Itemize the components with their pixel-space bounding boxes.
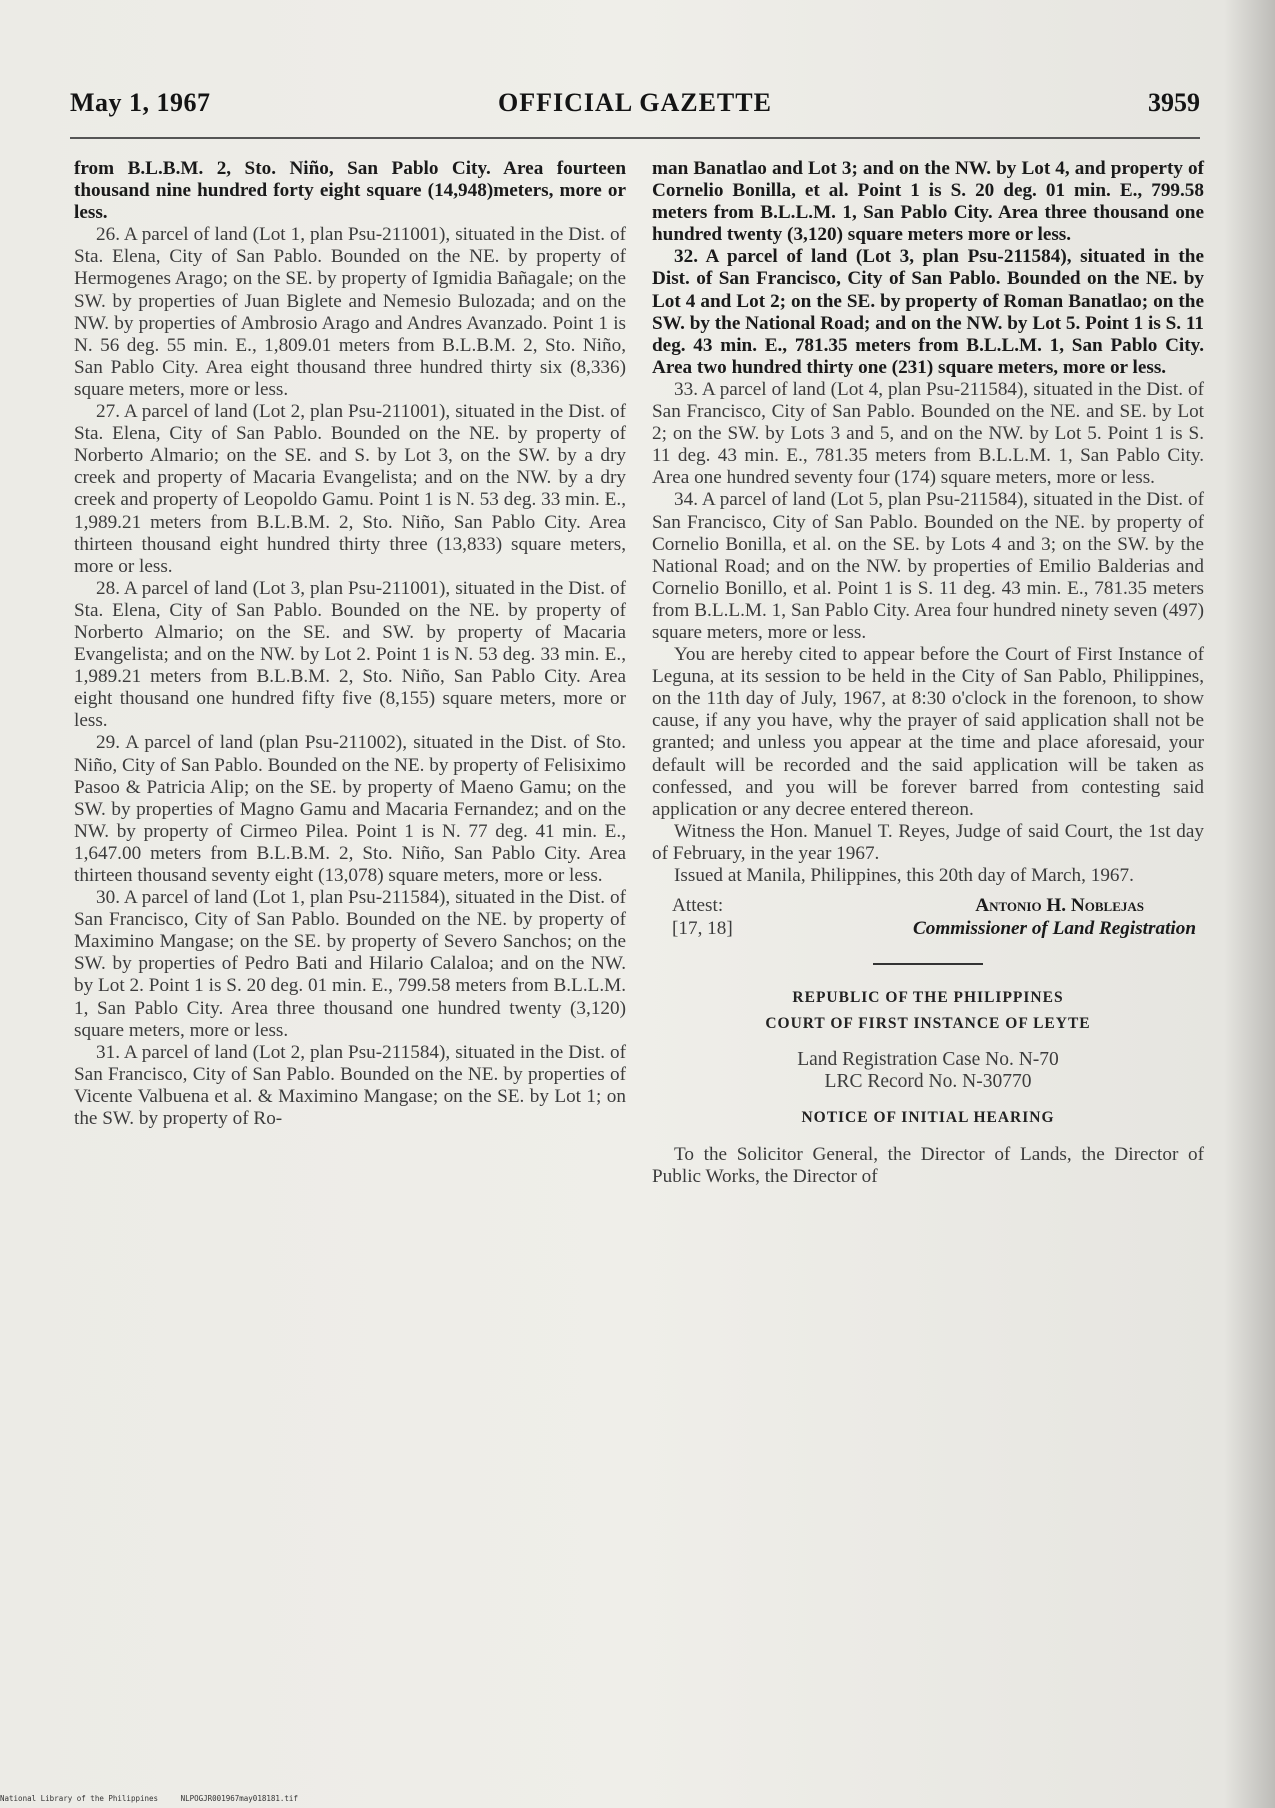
signer-title: Commissioner of Land Registration	[912, 918, 1196, 940]
issue-date: May 1, 1967	[70, 88, 211, 117]
section-divider	[873, 963, 983, 965]
right-column	[652, 158, 1204, 1188]
republic-heading: REPUBLIC OF THE PHILIPPINES	[792, 989, 1064, 1007]
paragraph-25-end: from B.L.B.M. 2, Sto. Niño, San Pablo City. Area fourteen thousand nine hundred forty eight square (14,948)meters, more or less.	[74, 158, 626, 224]
paragraph-34: 34. A parcel of land (Lot 5, plan Psu-211584), situated in the Dist. of San Francisco, City of San Pablo. Bounded on the NE. by property of Cornelio Bonilla, et al. on the SE. by Lots 4 and 3; on the SW. by the National Road; and on the NW. by properties of Emilio Balderias and Cornelio Bonillo, et al. Point 1 is S. 11 deg. 43 min. E., 781.35 meters from B.L.L.M. 1, San Pablo City. Area four hundred ninety seven (497) square meters, more or less.	[652, 489, 1204, 643]
page-header	[70, 88, 1200, 128]
paragraph-28: 28. A parcel of land (Lot 3, plan Psu-211001), situated in the Dist. of Sta. Elena, City of San Pablo. Bounded on the NE. by property of Norberto Almario; on the SE. and SW. by property of Macaria Evangelista; and on the NW. by Lot 2. Point 1 is N. 53 deg. 33 min. E., 1,989.21 meters from B.L.B.M. 2, Sto. Niño, San Pablo City. Area eight thousand one hundred fifty five (8,155) square meters, more or less.	[74, 577, 626, 732]
citation-paragraph: You are hereby cited to appear before the Court of First Instance of Leguna, at its session to be held in the City of San Pablo, Philippines, on the 11th day of July, 1967, at 8:30 o'clock in the forenoon, to show cause, if any you have, why the prayer of said application shall not be granted; and unless you appear at the time and place aforesaid, your default will be recorded and the said application will be taken as confessed, and you will be forever barred from contesting said application or any decree entered thereon.	[652, 644, 1204, 820]
header-rule	[70, 137, 1200, 139]
paragraph-31-end: man Banatlao and Lot 3; and on the NW. by Lot 4, and property of Cornelio Bonilla, et al. Point 1 is S. 20 deg. 01 min. E., 799.58 meters from B.L.L.M. 1, San Pablo City. Area three thousand one hundred twenty (3,120) square meters more or less.	[652, 158, 1204, 246]
attest-reference: [17, 18]	[672, 918, 733, 940]
addressee-paragraph: To the Solicitor General, the Director of Lands, the Director of Public Works, the Director of	[652, 1143, 1204, 1187]
signer-name: Antonio H. Noblejas	[975, 895, 1144, 917]
paragraph-27: 27. A parcel of land (Lot 2, plan Psu-211001), situated in the Dist. of Sta. Elena, City of San Pablo. Bounded on the NE. by property of Norberto Almario; on the SE. and S. by Lot 3, on the SW. by a dry creek and property of Macaria Evangelista; and on the NW. by a dry creek and property of Leopoldo Gamu. Point 1 is N. 53 deg. 33 min. E., 1,989.21 meters from B.L.B.M. 2, Sto. Niño, San Pablo City. Area thirteen thousand eight hundred thirty three (13,833) square meters, more or less.	[74, 401, 626, 577]
attest-label: Attest:	[672, 895, 724, 917]
scan-filename: NLPOGJR001967may018181.tif	[180, 1794, 298, 1803]
paragraph-33: 33. A parcel of land (Lot 4, plan Psu-211584), situated in the Dist. of San Francisco, City of San Pablo. Bounded on the NE. and SE. by Lot 2; on the SW. by Lots 3 and 5, and on the NW. by Lot 5. Point 1 is S. 11 deg. 43 min. E., 781.35 meters from B.L.L.M. 1, San Pablo City. Area one hundred seventy four (174) square meters, more or less.	[652, 378, 1204, 489]
lrc-record: LRC Record No. N-30770	[824, 1071, 1032, 1093]
issued-paragraph: Issued at Manila, Philippines, this 20th day of March, 1967.	[674, 865, 1134, 886]
paragraph-30: 30. A parcel of land (Lot 1, plan Psu-211584), situated in the Dist. of San Francisco, City of San Pablo. Bounded on the NE. by property of Maximino Mangase; on the SE. by property of Severo Sanchos; on the SW. by properties of Pedro Bati and Hilario Calaloa; and on the NW. by Lot 2. Point 1 is S. 20 deg. 01 min. E., 799.58 meters from B.L.L.M. 1, San Pablo City. Area three thousand one hundred twenty (3,120) square meters, more or less.	[74, 887, 626, 1041]
page-number: 3959	[1148, 88, 1200, 117]
paragraph-31: 31. A parcel of land (Lot 2, plan Psu-211584), situated in the Dist. of San Francisco, City of San Pablo. Bounded on the NE. by properties of Vicente Valbuena et al. & Maximino Mangase; on the SE. by Lot 1; on the SW. by property of Ro-	[74, 1041, 626, 1130]
attest-block	[652, 895, 1204, 941]
left-column	[74, 158, 626, 1130]
scan-footer	[0, 1794, 316, 1803]
notice-title: NOTICE OF INITIAL HEARING	[801, 1109, 1055, 1127]
paragraph-29: 29. A parcel of land (plan Psu-211002), situated in the Dist. of Sto. Niño, City of San Pablo. Bounded on the NE. by property of Felisiximo Pasoo & Patricia Alip; on the SE. by property of Maeno Gamu; on the SW. by properties of Magno Gamu and Macaria Fernandez; and on the NW. by property of Cirmeo Pilea. Point 1 is N. 77 deg. 41 min. E., 1,647.00 meters from B.L.B.M. 2, Sto. Niño, San Pablo City. Area thirteen thousand seventy eight (13,078) square meters, more or less.	[74, 732, 626, 886]
case-number: Land Registration Case No. N-70	[797, 1049, 1059, 1071]
publication-title: OFFICIAL GAZETTE	[498, 88, 772, 117]
witness-paragraph: Witness the Hon. Manuel T. Reyes, Judge of said Court, the 1st day of February, in the year 1967.	[652, 820, 1204, 864]
paragraph-26: 26. A parcel of land (Lot 1, plan Psu-211001), situated in the Dist. of Sta. Elena, City of San Pablo. Bounded on the NE. by property of Hermogenes Arago; on the SE. by property of Igmidia Bañagale; on the SW. by properties of Juan Biglete and Nemesio Bulozada; and on the NW. by properties of Ambrosio Arago and Andres Avanzado. Point 1 is N. 56 deg. 55 min. E., 1,809.01 meters from B.L.B.M. 2, Sto. Niño, San Pablo City. Area eight thousand three hundred thirty six (8,336) square meters, more or less.	[74, 224, 626, 400]
paragraph-32: 32. A parcel of land (Lot 3, plan Psu-211584), situated in the Dist. of San Francisco, City of San Pablo. Bounded on the NE. by Lot 4 and Lot 2; on the SE. by property of Roman Banatlao; on the SW. by the National Road; and on the NW. by Lot 5. Point 1 is S. 11 deg. 43 min. E., 781.35 meters from B.L.L.M. 1, San Pablo City. Area two hundred thirty one (231) square meters, more or less.	[652, 246, 1204, 378]
library-credit: National Library of the Philippines	[0, 1794, 159, 1803]
court-heading: COURT OF FIRST INSTANCE OF LEYTE	[765, 1015, 1091, 1033]
